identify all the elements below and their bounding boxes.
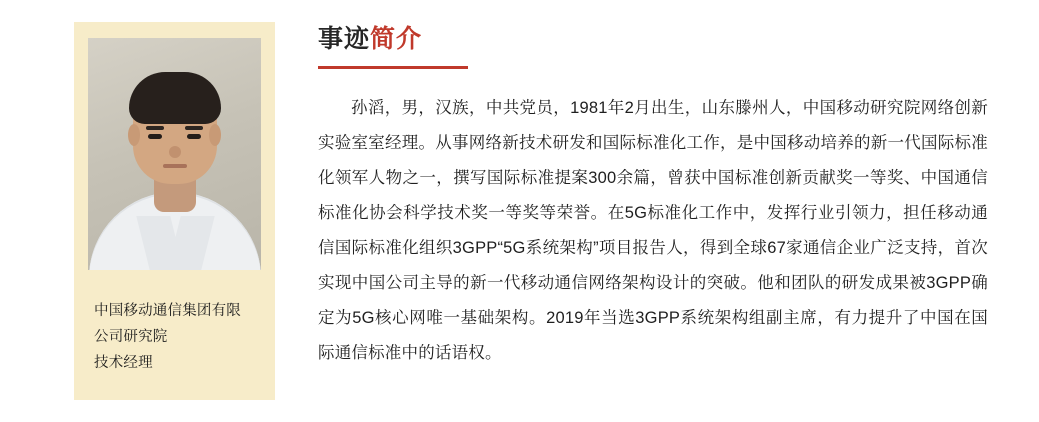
photo-ear-right	[209, 124, 221, 146]
profile-card	[74, 22, 275, 400]
photo-eye-left	[148, 134, 162, 139]
content-column	[318, 22, 988, 371]
section-title-main: 事迹	[318, 25, 371, 53]
section-title-accent: 简介	[370, 25, 423, 53]
affiliation-line-2: 公司研究院	[94, 329, 168, 345]
photo-ear-left	[128, 124, 140, 146]
photo-mouth	[163, 164, 187, 168]
photo-eyebrow-right	[185, 126, 203, 130]
section-title-underline	[318, 66, 468, 69]
portrait-photo	[88, 38, 261, 270]
photo-eyebrow-left	[146, 126, 164, 130]
photo-nose	[169, 146, 181, 158]
photo-eye-right	[187, 134, 201, 139]
affiliation-line-1: 中国移动通信集团有限	[94, 303, 241, 319]
profile-affiliation	[88, 298, 261, 376]
section-body-text: 孙滔，男，汉族，中共党员，1981年2月出生，山东滕州人，中国移动研究院网络创新实验室室经理。从事网络新技术研发和国际标准化工作，是中国移动培养的新一代国际标准化领军人物之一，撰写国际标准提案300余篇，曾获中国标准创新贡献奖一等奖、中国通信标准化协会科学技术奖一等奖等荣誉。在5G标准化工作中，发挥行业引领力，担任移动通信国际标准化组织3GPP“5G系统架构”项目报告人，得到全球67家通信企业广泛支持，首次实现中国公司主导的新一代移动通信网络架构设计的突破。他和团队的研发成果被3GPP确定为5G核心网唯一基础架构。2019年当选3GPP系统架构组副主席，有力提升了中国在国际通信标准中的话语权。	[318, 99, 988, 362]
section-title	[318, 22, 988, 66]
photo-hair	[129, 72, 221, 124]
affiliation-line-3: 技术经理	[94, 355, 153, 371]
